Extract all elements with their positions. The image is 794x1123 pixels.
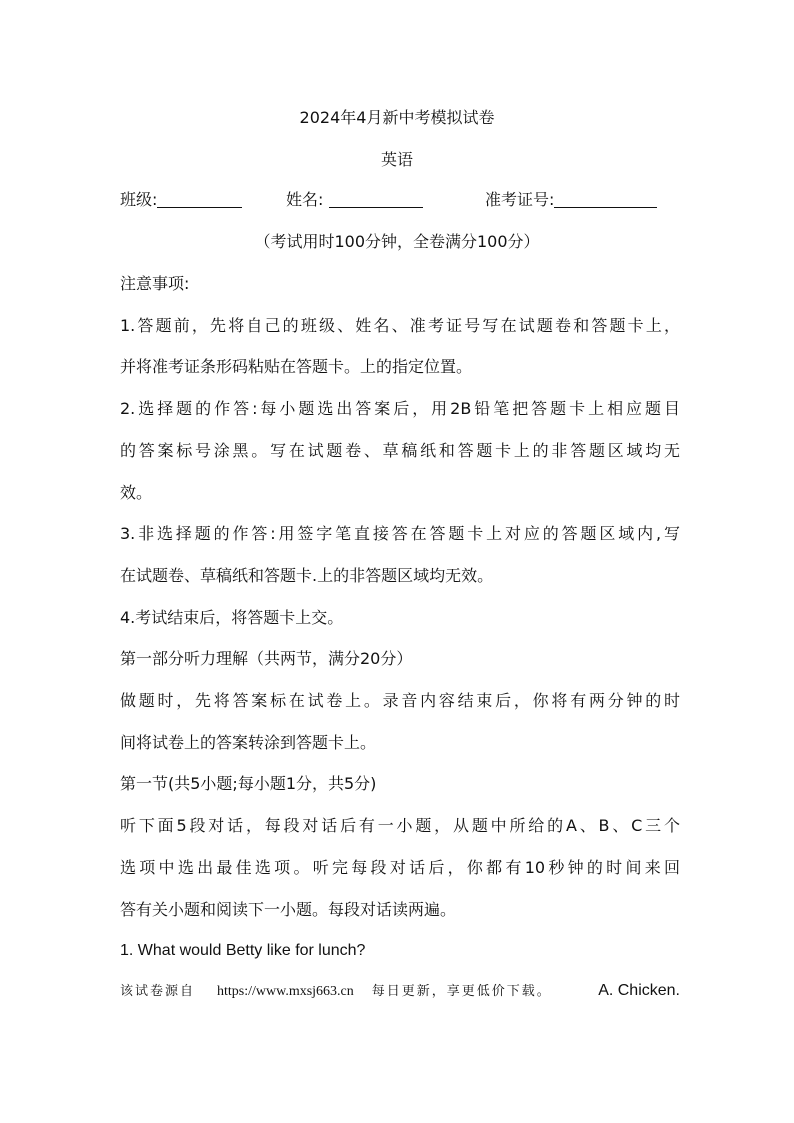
instruction-4: 4.考试结束后，将答题卡上交。 (120, 608, 344, 627)
class-field (120, 189, 242, 211)
class-blank[interactable] (157, 189, 242, 208)
instructions-heading: 注意事项: (120, 274, 190, 293)
question-1: 1. What would Betty like for lunch? (120, 942, 366, 959)
promo-text: 每日更新，享更低价下载。 (371, 984, 552, 999)
question-1-option-a: A. Chicken. (598, 982, 680, 999)
instruction-2-line-3: 效。 (120, 483, 153, 502)
exam-id-blank[interactable] (554, 189, 657, 208)
section1-instructions-line-2: 选项中选出最佳选项。听完每段对话后，你都有10秒钟的时间来回 (120, 858, 680, 877)
exam-time-note: （考试用时100分钟，全卷满分100分） (254, 232, 540, 251)
source-url[interactable]: https://www.mxsj663.cn (217, 984, 354, 999)
exam-id-field (485, 189, 657, 211)
name-blank[interactable] (329, 189, 423, 208)
exam-id-label: 准考证号: (485, 190, 555, 209)
name-label: 姓名: (286, 190, 324, 209)
source-label: 该试卷源自 (120, 984, 196, 999)
section1-instructions-line-3: 答有关小题和阅读下一小题。每段对话读两遍。 (120, 900, 457, 919)
student-info-row (0, 189, 794, 213)
part1-note-line-1: 做题时，先将答案标在试卷上。录音内容结束后，你将有两分钟的时 (120, 691, 680, 710)
part1-note-line-2: 间将试卷上的答案转涂到答题卡上。 (120, 733, 377, 752)
class-label: 班级: (120, 190, 158, 209)
instruction-3-line-1: 3.非选择题的作答:用签字笔直接答在答题卡上对应的答题区域内,写 (120, 524, 680, 543)
subject-title: 英语 (380, 150, 413, 169)
instruction-3-line-2: 在试题卷、草稿纸和答题卡.上的非答题区域均无效。 (120, 566, 494, 585)
instruction-2-line-2: 的答案标号涂黑。写在试题卷、草稿纸和答题卡上的非答题区域均无 (120, 441, 680, 460)
exam-title: 2024年4月新中考模拟试卷 (299, 108, 495, 127)
instruction-1-line-1: 1.答题前，先将自己的班级、姓名、准考证号写在试题卷和答题卡上， (120, 316, 680, 335)
section1-heading: 第一节(共5小题;每小题1分，共5分) (120, 774, 377, 793)
source-footer (120, 980, 680, 1003)
name-field (286, 189, 423, 211)
part1-heading: 第一部分听力理解（共两节，满分20分） (120, 649, 413, 668)
instruction-2-line-1: 2.选择题的作答:每小题选出答案后，用2B铅笔把答题卡上相应题目 (120, 399, 680, 418)
instruction-1-line-2: 并将准考证条形码粘贴在答题卡。上的指定位置。 (120, 357, 473, 376)
section1-instructions-line-1: 听下面5段对话，每段对话后有一小题，从题中所给的A、B、C三个 (120, 816, 680, 835)
